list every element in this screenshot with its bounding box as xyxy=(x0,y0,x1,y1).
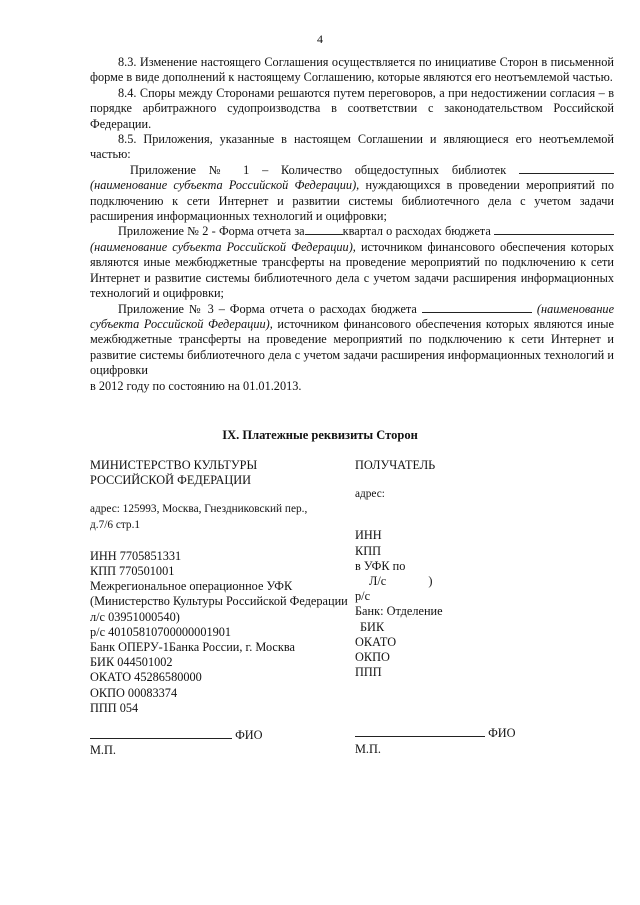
appendix-1-start: Приложение № 1 – Количество общедоступных библиотек xyxy=(130,162,507,177)
appendix-2-italic: (наименование субъекта Российской Федерации), xyxy=(90,239,356,254)
appendix-1-end: нуждающихся в проведении мероприятий по подключению к сети Интернет и развитии системы библиотечного дела с учетом задачи расширения информационных технологий и оцифровки; xyxy=(90,178,614,224)
ministry-stamp: М.П. xyxy=(90,743,116,758)
page-number: 4 xyxy=(317,32,323,46)
ministry-okato: ОКАТО 45286580000 xyxy=(90,670,202,685)
recipient-stamp: М.П. xyxy=(355,741,381,756)
blank-line xyxy=(305,224,343,235)
clause-8-4: 8.4. Споры между Сторонами решаются путем переговоров, а при недостижении согласия – в порядке арбитражного судопроизводства в соответствии с законодательством Российской Федерации. xyxy=(90,85,614,131)
recipient-rs: р/с xyxy=(355,589,371,604)
recipient-ls-close: ) xyxy=(428,574,433,589)
appendix-3-start: Приложение № 3 – Форма отчета о расходах бюджета xyxy=(118,301,417,316)
org-name-1: МИНИСТЕРСТВО КУЛЬТУРЫ xyxy=(90,458,258,472)
recipient-kpp: КПП xyxy=(355,543,381,558)
recipient-fio: ФИО xyxy=(488,726,516,741)
recipient-ufk: в УФК по xyxy=(355,558,406,573)
recipient-bik: БИК xyxy=(360,619,385,634)
ministry-okpo: ОКПО 00083374 xyxy=(90,685,178,700)
agreement-body xyxy=(90,55,614,394)
appendix-2 xyxy=(90,224,614,301)
blank-line xyxy=(519,163,614,174)
appendix-2-start: Приложение № 2 - Форма отчета за xyxy=(118,224,305,239)
appendix-3-tail: в 2012 году по состоянию на 01.01.2013. xyxy=(90,378,302,393)
appendix-2-mid: квартал о расходах бюджета xyxy=(342,224,491,239)
recipient-title: ПОЛУЧАТЕЛЬ xyxy=(355,458,436,472)
recipient-bank: Банк: Отделение xyxy=(355,604,443,619)
recipient-ppp: ППП xyxy=(355,665,382,680)
ministry-kpp: КПП 770501001 xyxy=(90,564,175,579)
blank-line xyxy=(422,302,532,313)
ministry-rs: р/с 40105810700000001901 xyxy=(90,624,232,639)
ministry-inn: ИНН 7705851331 xyxy=(90,548,182,563)
ministry-address-1: адрес: 125993, Москва, Гнездниковский пер., xyxy=(90,503,308,516)
clause-8-5: 8.5. Приложения, указанные в настоящем Соглашении и являющиеся его неотъемлемой частью: xyxy=(90,132,614,162)
ministry-fio: ФИО xyxy=(235,728,263,743)
appendix-2-end: источником финансового обеспечения которых являются иные межбюджетные трансферты на проведение мероприятий по подключению к сети Интернет и развитие системы библиотечного дела с учетом задачи расширения информационных технологий и оцифровки; xyxy=(90,239,615,301)
blank-line xyxy=(494,224,614,235)
ministry-ppp: ППП 054 xyxy=(90,700,139,715)
recipient-signature xyxy=(355,726,585,741)
ministry-ls: л/с 03951000540) xyxy=(90,609,180,624)
ministry-address-2: д.7/6 стр.1 xyxy=(90,518,141,531)
signature-line xyxy=(90,738,232,739)
recipient-okato: ОКАТО xyxy=(355,634,397,649)
recipient-requisites xyxy=(355,458,585,757)
appendix-1-italic: (наименование субъекта Российской Федерации), xyxy=(90,178,360,193)
ministry-requisites xyxy=(90,458,348,758)
appendix-3-italic: (наименование субъекта Российской Федерации), xyxy=(90,301,615,331)
clause-8-3: 8.3. Изменение настоящего Соглашения осуществляется по инициативе Сторон в письменной форме в виде дополнений к настоящему Соглашению, которые являются его неотъемлемой частью. xyxy=(90,55,614,85)
signature-line xyxy=(355,736,485,737)
ministry-bik: БИК 044501002 xyxy=(90,655,173,670)
recipient-address: адрес: xyxy=(355,488,385,501)
recipient-ls xyxy=(355,574,585,589)
ministry-signature xyxy=(90,728,340,743)
appendix-3 xyxy=(90,302,614,379)
ministry-ufk-2: (Министерство Культуры Российской Федерации xyxy=(90,594,348,609)
ministry-bank: Банк ОПЕРУ-1Банка России, г. Москва xyxy=(90,640,295,655)
appendix-1 xyxy=(90,163,614,225)
recipient-inn: ИНН xyxy=(355,528,382,543)
org-name-2: РОССИЙСКОЙ ФЕДЕРАЦИИ xyxy=(90,473,252,488)
section-title: IX. Платежные реквизиты Сторон xyxy=(222,428,418,442)
recipient-ls-label: Л/с xyxy=(369,574,387,589)
appendix-3-end: источником финансового обеспечения которых являются иные межбюджетные трансферты на проведение мероприятий по подключению к сети Интернет и развитие системы библиотечного дела с учетом задачи расширения информационных технологий и оцифровки xyxy=(90,316,614,378)
ministry-ufk: Межрегиональное операционное УФК xyxy=(90,579,293,594)
recipient-okpo: ОКПО xyxy=(355,650,390,665)
